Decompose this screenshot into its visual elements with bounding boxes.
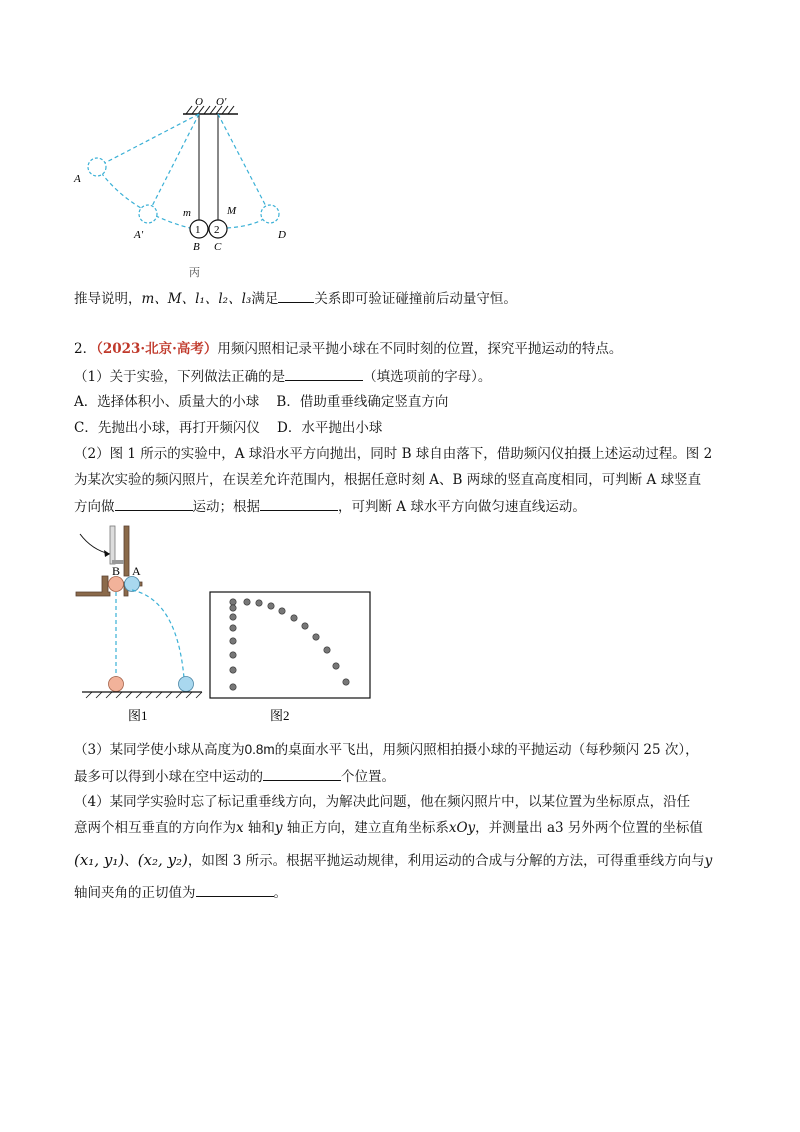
part4-text-a: 意两个相互垂直的方向作为 [74,820,236,836]
label-m: m [183,207,191,219]
part1-text-end: （填选项前的字母）。 [363,369,492,385]
part4-text-f: 轴间夹角的正切值为 [74,885,196,901]
part2-text-a: 方向做 [74,499,115,515]
part3-text-d: 个位置。 [341,769,395,785]
ball-A-label: A [132,564,141,578]
label-D: D [278,229,286,241]
ball-2-label: 2 [214,224,220,236]
label-A: A [74,173,81,185]
part3-text-a: （3）某同学使小球从高度为 [74,742,245,758]
options-row-2 [74,418,382,438]
part1-text: （1）关于实验，下列做法正确的是 [74,369,286,385]
part4-line2 [74,818,703,838]
y-var-2: y [704,853,713,869]
part2-text-b: 运动；根据 [192,499,260,515]
coord-system: xOy [448,820,476,836]
figure-caption: 丙 [189,267,200,279]
part3-line2 [74,766,395,787]
height-value: 0.8m [244,742,275,757]
figure-2-photo [210,592,370,723]
ball-B-label: B [112,564,121,578]
option-a: A．选择体积小、质量大的小球 [74,394,260,410]
part4-line1: （4）某同学实验时忘了标记重垂线方向，为解决此问题，他在频闪照片中，以某位置为坐标原点，沿任 [74,794,691,810]
part4-answer-blank[interactable] [196,882,274,897]
part4-line4 [74,882,287,903]
option-b: B．借助重垂线确定竖直方向 [276,394,449,410]
part2-blank-2[interactable] [260,496,338,511]
source-tag: （2023·北京·高考） [96,341,218,357]
fig1-label: 图1 [128,708,148,723]
options-row-1 [74,392,448,412]
part2-line3 [74,496,586,517]
part2-text-c: ，可判断 A 球水平方向做匀速直线运动。 [338,499,586,515]
part1-answer-blank[interactable] [285,366,363,381]
part3-answer-blank[interactable] [263,766,341,781]
figure-1-apparatus [76,526,202,723]
q1-vars: m、M、l₁、l₂、l₃ [141,291,252,307]
label-O: O [195,96,203,108]
part2-blank-1[interactable] [115,496,193,511]
part3-line1 [74,740,699,760]
question-stem: 用频闪照相记录平抛小球在不同时刻的位置，探究平抛运动的特点。 [217,341,623,357]
fig2-label: 图2 [270,708,290,723]
option-c: C．先抛出小球，再打开频闪仪 [74,420,260,436]
q1-conclusion [74,288,517,309]
q2-header [74,339,622,359]
part3-text-c: 最多可以得到小球在空中运动的 [74,769,263,785]
label-O-prime: O' [216,96,227,108]
question-number: 2． [74,341,97,357]
part4-text-c: 轴正方向，建立直角坐标系 [282,820,449,836]
part4-line3 [74,850,712,871]
point-1-coords: (x₁, y₁) [74,851,125,869]
y-axis-var: y [274,820,283,836]
label-M: M [227,205,237,217]
part1-prompt [74,366,491,387]
part4-text-b: 轴和 [243,820,275,836]
part2-line1: （2）图 1 所示的实验中，A 球沿水平方向抛出，同时 B 球自由落下，借助频闪仪拍摄上述运动过程。图 2 [74,446,713,462]
ball-1-label: 1 [195,224,201,236]
label-B: B [193,241,200,253]
part4-text-d: ，并测量出 a3 另外两个位置的坐标值 [475,820,703,836]
separator: 、 [124,853,138,869]
x-axis-var: x [236,820,244,836]
part4-text-e: ，如图 3 所示。根据平抛运动规律，利用运动的合成与分解的方法，可得重垂线方向与 [187,853,705,869]
point-2-coords: (x₂, y₂) [137,851,188,869]
pendulum-figure [68,92,308,282]
part4-text-g: 。 [273,885,287,901]
label-A-prime: A' [134,229,144,241]
projectile-figures [72,520,382,730]
part2-line2: 为某次实验的频闪照片，在误差允许范围内，根据任意时刻 A、B 两球的竖直高度相同，可判断 A 球竖直 [74,472,702,488]
part3-text-b: 的桌面水平飞出，用频闪照相拍摄小球的平抛运动（每秒频闪 25 次）， [274,742,699,758]
q1-prefix: 推导说明， [74,291,142,307]
q1-mid: 满足 [251,291,279,307]
q1-suffix: 关系即可验证碰撞前后动量守恒。 [314,291,517,307]
option-d: D．水平抛出小球 [277,420,383,436]
label-C: C [214,241,222,253]
q1-answer-blank[interactable] [278,288,314,303]
